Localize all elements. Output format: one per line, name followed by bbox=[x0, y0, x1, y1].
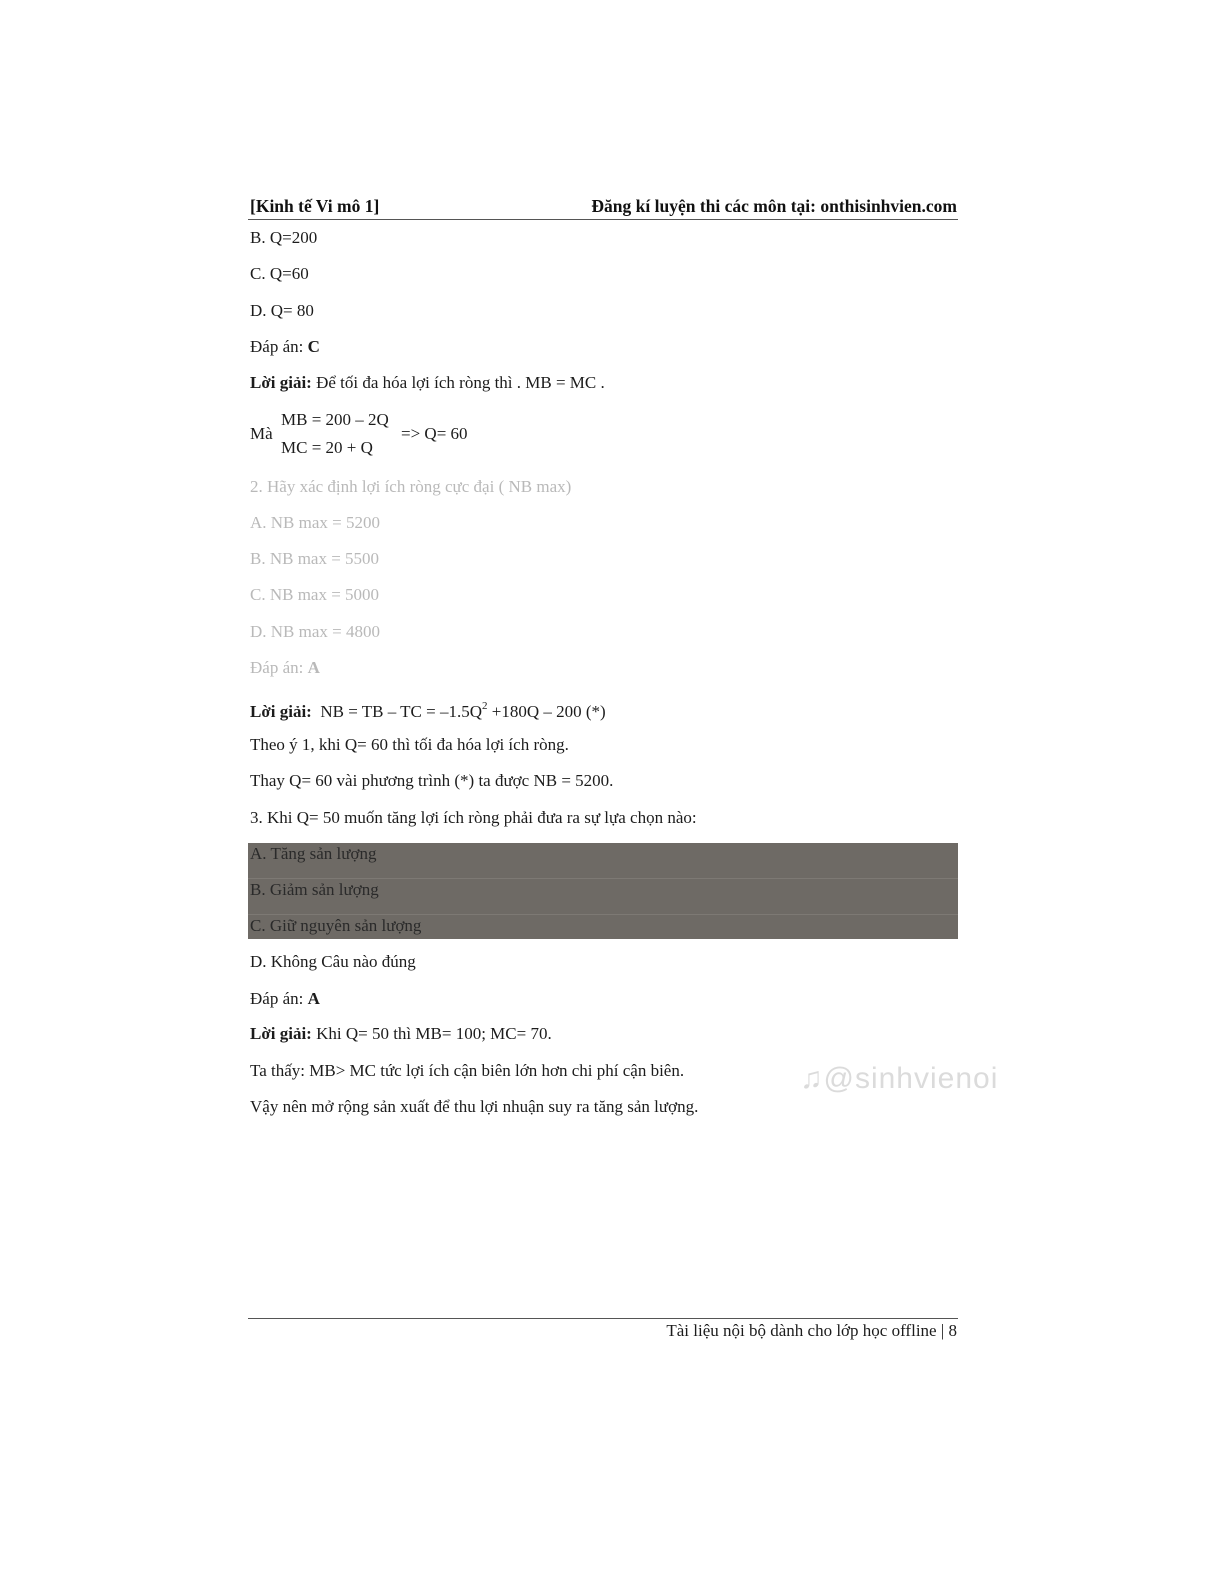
q3-solution-text: Khi Q= 50 thì MB= 100; MC= 70. bbox=[311, 1024, 552, 1043]
q1-option-d: D. Q= 80 bbox=[250, 301, 314, 320]
q3-option-d: D. Không Câu nào đúng bbox=[250, 952, 416, 971]
q3-solution-label: Lời giải: bbox=[250, 1024, 312, 1043]
q2-solution bbox=[250, 695, 606, 723]
q3-question: 3. Khi Q= 50 muốn tăng lợi ích ròng phải đưa ra sự lựa chọn nào: bbox=[250, 808, 697, 827]
q2-solution-formula-post: +180Q – 200 (*) bbox=[487, 702, 606, 721]
q2-option-d: D. NB max = 4800 bbox=[250, 622, 380, 641]
q1-answer-label: Đáp án: bbox=[250, 337, 308, 356]
q3-note-2: Vậy nên mở rộng sản xuất để thu lợi nhuận suy ra tăng sản lượng. bbox=[250, 1097, 699, 1116]
q2-solution-formula-sup: 2 bbox=[482, 700, 488, 712]
header-divider bbox=[248, 219, 958, 220]
q3-option-a: A. Tăng sản lượng bbox=[250, 844, 377, 863]
q1-answer bbox=[250, 336, 320, 358]
q1-option-b: B. Q=200 bbox=[250, 228, 318, 247]
header-site-info: Đăng kí luyện thi các môn tại: onthisinhvien.com bbox=[591, 196, 957, 216]
tiktok-icon: ♫ bbox=[800, 1062, 824, 1095]
q2-note-1: Theo ý 1, khi Q= 60 thì tối đa hóa lợi ích ròng. bbox=[250, 735, 569, 754]
q1-solution-text: Để tối đa hóa lợi ích ròng thì . MB = MC . bbox=[311, 373, 605, 392]
q3-option-c: C. Giữ nguyên sản lượng bbox=[250, 916, 422, 935]
q3-answer-value: A bbox=[307, 989, 320, 1008]
q3-answer bbox=[250, 988, 320, 1010]
footer-divider bbox=[248, 1318, 958, 1319]
header-course-title: [Kinh tế Vi mô 1] bbox=[250, 196, 380, 216]
q1-solution-label: Lời giải: bbox=[250, 373, 312, 392]
q3-note-1: Ta thấy: MB> MC tức lợi ích cận biên lớn hơn chi phí cận biên. bbox=[250, 1061, 685, 1080]
q1-solution bbox=[250, 372, 605, 394]
q2-solution-formula-pre: NB = TB – TC = –1.5Q bbox=[320, 702, 482, 721]
q1-system-result: => Q= 60 bbox=[401, 424, 468, 443]
q2-option-c: C. NB max = 5000 bbox=[250, 585, 380, 604]
q1-option-c: C. Q=60 bbox=[250, 264, 309, 283]
q1-system-eq2: MC = 20 + Q bbox=[281, 438, 373, 457]
watermark-text: @sinhvienoi bbox=[823, 1062, 999, 1095]
q2-option-a: A. NB max = 5200 bbox=[250, 513, 380, 532]
q2-note-2: Thay Q= 60 vài phương trình (*) ta được NB = 5200. bbox=[250, 771, 614, 790]
q2-answer-label: Đáp án: bbox=[250, 658, 308, 677]
q2-answer-value: A bbox=[307, 658, 320, 677]
q2-answer bbox=[250, 657, 320, 679]
q1-system-eq1: MB = 200 – 2Q bbox=[281, 410, 389, 429]
footer-text: Tài liệu nội bộ dành cho lớp học offline | 8 bbox=[666, 1321, 957, 1340]
q2-question: 2. Hãy xác định lợi ích ròng cực đại ( NB max) bbox=[250, 477, 572, 496]
q1-system-prefix: Mà bbox=[250, 424, 273, 443]
q1-answer-value: C bbox=[307, 337, 320, 356]
q2-solution-label: Lời giải: bbox=[250, 702, 312, 721]
q3-solution bbox=[250, 1023, 552, 1045]
q2-option-b: B. NB max = 5500 bbox=[250, 549, 380, 568]
q3-option-b: B. Giảm sản lượng bbox=[250, 880, 379, 899]
watermark bbox=[800, 1062, 998, 1096]
q3-answer-label: Đáp án: bbox=[250, 989, 308, 1008]
